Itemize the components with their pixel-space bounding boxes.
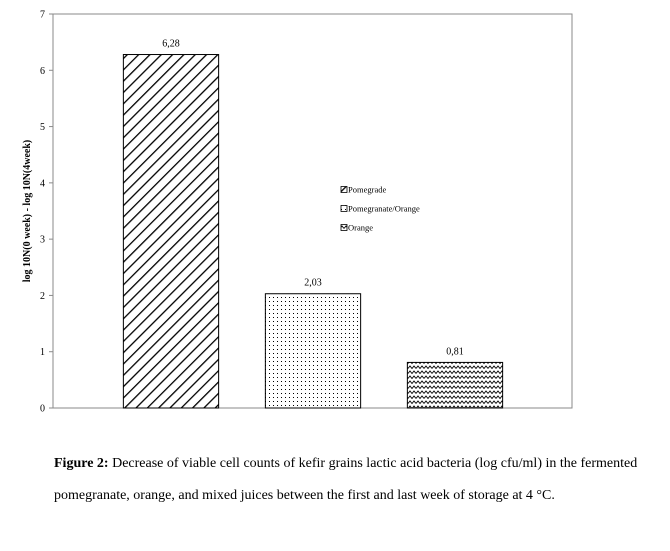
legend-label-3: Orange	[348, 222, 374, 233]
y-tick-label: 6	[40, 65, 45, 77]
y-tick-label: 0	[40, 403, 45, 415]
y-axis-label: log 10N(0 week) - log 10N(4week)	[22, 139, 33, 283]
y-tick-label: 5	[40, 122, 45, 134]
bar-2	[265, 294, 360, 408]
data-label-3: 0,81	[446, 346, 464, 358]
legend-swatch-1	[341, 187, 347, 193]
y-tick-label: 3	[40, 234, 45, 246]
bar-3	[407, 362, 502, 408]
figure-caption	[54, 448, 660, 511]
data-label-2: 2,03	[304, 277, 322, 289]
caption-text: Decrease of viable cell counts of kefir grains lactic acid bacteria (log cfu/ml) in the fermented pomegranate, orange, and mixed juices between the first and last week of storage at 4 °C.	[54, 456, 638, 503]
data-label-1: 6,28	[162, 38, 180, 50]
legend-label-2: Pomegranate/Orange	[348, 203, 420, 214]
legend-swatch-2	[341, 206, 347, 212]
y-tick-label: 4	[40, 178, 45, 190]
bar-1	[123, 55, 218, 408]
y-axis	[40, 10, 53, 415]
caption-label: Figure 2:	[54, 456, 109, 471]
y-tick-label: 2	[40, 290, 45, 302]
y-tick-label: 7	[40, 9, 45, 21]
legend-swatch-3	[341, 225, 347, 231]
legend-label-1: Pomegrade	[348, 184, 387, 195]
y-tick-label: 1	[40, 347, 45, 359]
